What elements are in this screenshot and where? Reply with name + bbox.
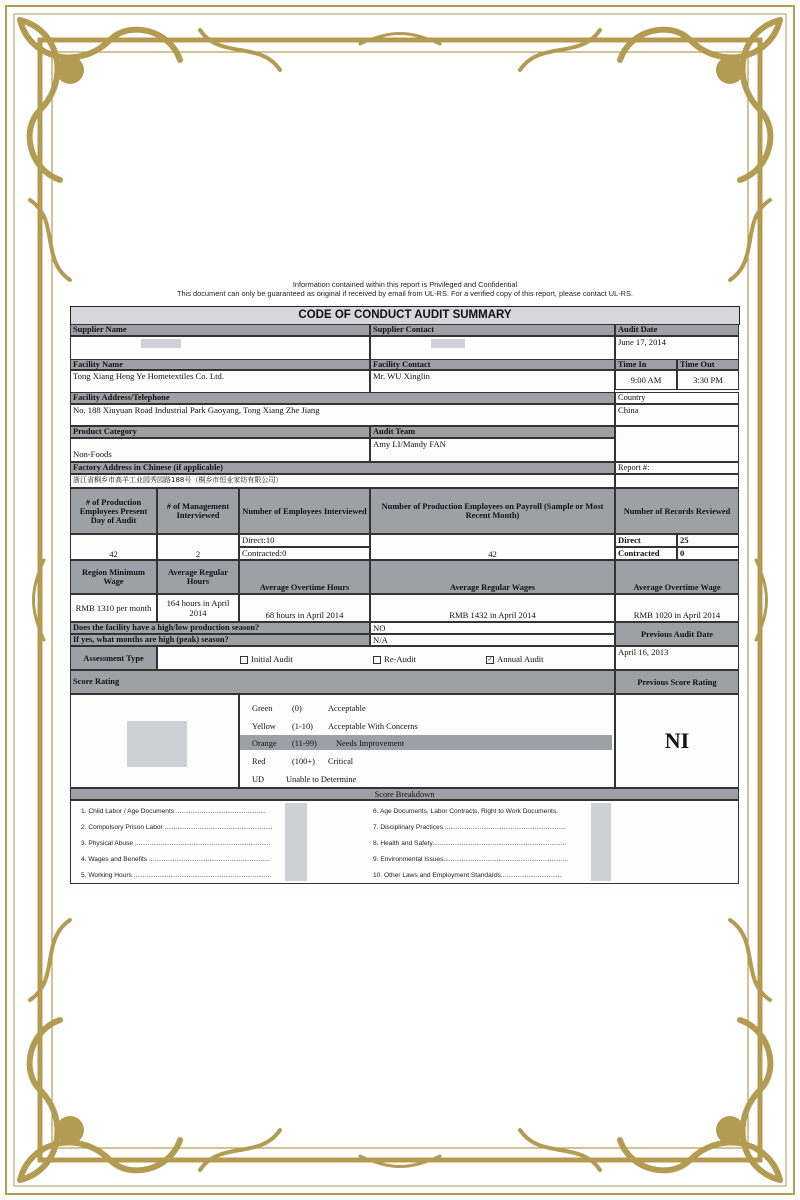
interviewed-direct-value: Direct:10 xyxy=(239,534,370,547)
employees-present-value: 42 xyxy=(70,534,157,560)
season-answer: NO xyxy=(370,622,615,634)
legend-ud-name: UD xyxy=(252,775,265,784)
time-in-value: 9:00 AM xyxy=(615,370,677,390)
breakdown-item-5: 5. Working Hours ........................................................................... xyxy=(81,872,272,879)
overtime-hours-header: Average Overtime Hours xyxy=(239,560,370,594)
legend-yellow-desc: Acceptable With Concerns xyxy=(328,722,418,731)
payroll-value: 42 xyxy=(370,534,615,560)
time-out-label: Time Out xyxy=(677,359,739,370)
legend-red-desc: Critical xyxy=(328,757,354,766)
supplier-name-label: Supplier Name xyxy=(70,324,370,336)
legend-green-name: Green xyxy=(252,704,273,713)
legend-green-desc: Acceptable xyxy=(328,704,366,713)
overtime-wage-header: Average Overtime Wage xyxy=(615,560,739,594)
assessment-type-options xyxy=(157,646,615,670)
breakdown-item-4: 4. Wages and Benefits .................................................................. xyxy=(81,856,270,863)
facility-name-label: Facility Name xyxy=(70,359,370,370)
regular-wages-header: Average Regular Wages xyxy=(370,560,615,594)
legend-yellow-name: Yellow xyxy=(252,722,276,731)
initial-audit-option: Initial Audit xyxy=(240,654,293,664)
legend-green-range: (0) xyxy=(292,704,302,713)
supplier-contact-label: Supplier Contact xyxy=(370,324,615,336)
breakdown-item-7: 7. Disciplinary Practices................................................................... xyxy=(373,824,566,831)
records-direct-value: 25 xyxy=(677,534,739,547)
confidential-notice: Information contained within this report is Privileged and Confidential xyxy=(292,280,518,289)
legend-yellow-range: (1-10) xyxy=(292,722,313,731)
employees-interviewed-header: Number of Employees Interviewed xyxy=(239,488,370,534)
season-question: Does the facility have a high/low production season? xyxy=(70,622,370,634)
time-out-value: 3:30 PM xyxy=(677,370,739,390)
regular-hours-value: 164 hours in April 2014 xyxy=(157,594,239,622)
peak-season-answer: N/A xyxy=(370,634,615,646)
minimum-wage-header: Region Minimum Wage xyxy=(70,560,157,594)
overtime-wage-value: RMB 1020 in April 2014 xyxy=(615,594,739,622)
payroll-header: Number of Production Employees on Payroll (Sample or Most Recent Month) xyxy=(370,488,615,534)
legend-orange-range: (11-99) xyxy=(292,739,317,748)
facility-address-label: Facility Address/Telephone xyxy=(70,392,615,404)
score-breakdown-label: Score Breakdown xyxy=(70,788,739,800)
verification-notice: This document can only be guaranteed as original if received by email from UL-RS. For a verified copy of this report, please contact UL-RS. xyxy=(177,289,633,298)
peak-season-question: If yes, what months are high (peak) season? xyxy=(70,634,370,646)
audit-date-value: June 17, 2014 xyxy=(615,336,739,363)
audit-team-value: Amy LI/Mandy FAN xyxy=(370,438,615,462)
interviewed-contracted-value: Contracted:0 xyxy=(239,547,370,560)
legend-red-range: (100+) xyxy=(292,757,315,766)
breakdown-item-10: 10. Other Laws and Employment Standards................................. xyxy=(373,872,562,879)
previous-audit-date-label: Previous Audit Date xyxy=(615,622,739,646)
audit-date-label: Audit Date xyxy=(615,324,739,336)
overtime-hours-value: 68 hours in April 2014 xyxy=(239,594,370,622)
country-value: China xyxy=(615,404,739,426)
records-direct-label: Direct xyxy=(615,534,677,547)
breakdown-item-2: 2. Compulsory Prison Labor ........................................................... xyxy=(81,824,273,831)
chinese-address-value: 浙江省桐乡市高羊工业园秀园路188号（桐乡市恒业家纺有限公司） xyxy=(70,474,615,488)
breakdown-item-8: 8. Health and Safety......................................................................... xyxy=(373,840,566,847)
previous-score-rating-label: Previous Score Rating xyxy=(615,670,739,694)
records-contracted-value: 0 xyxy=(677,547,739,560)
chinese-address-label: Factory Address in Chinese (if applicable) xyxy=(70,462,615,474)
country-spacer xyxy=(615,426,739,462)
facility-contact-value: Mr. WU Xinglin xyxy=(370,370,615,396)
annual-audit-checkbox: ✓ xyxy=(487,657,493,664)
previous-score-value: NI xyxy=(615,694,739,788)
employees-present-header: # of Production Employees Present Day of Audit xyxy=(70,488,157,534)
management-interviewed-value: 2 xyxy=(157,534,239,560)
report-number-label: Report #: xyxy=(615,462,739,474)
facility-name-value: Tong Xiang Heng Ye Hometextiles Co. Ltd. xyxy=(70,370,370,396)
breakdown-item-9: 9. Environmental Issues.................................................................... xyxy=(373,856,568,863)
score-breakdown-table xyxy=(70,800,739,884)
regular-hours-header: Average Regular Hours xyxy=(157,560,239,594)
management-interviewed-header: # of Management Interviewed xyxy=(157,488,239,534)
minimum-wage-value: RMB 1310 per month xyxy=(70,594,157,622)
form-title: CODE OF CONDUCT AUDIT SUMMARY xyxy=(70,306,740,325)
breakdown-item-1: 1. Child Labor / Age Documents ................................................. xyxy=(81,808,266,815)
previous-audit-date-value: April 16, 2013 xyxy=(615,646,739,670)
facility-contact-label: Facility Contact xyxy=(370,359,615,370)
records-contracted-label: Contracted xyxy=(615,547,677,560)
product-category-value: Non-Foods xyxy=(70,438,370,462)
audit-summary-form xyxy=(70,306,740,896)
country-label: Country xyxy=(615,392,739,404)
initial-audit-checkbox xyxy=(240,656,248,664)
annual-audit-option: ✓ Annual Audit xyxy=(487,654,544,664)
reaudit-option: Re-Audit xyxy=(373,654,416,664)
assessment-type-label: Assessment Type xyxy=(70,646,157,670)
records-reviewed-header: Number of Records Reviewed xyxy=(615,488,739,534)
score-rating-label: Score Rating xyxy=(70,670,615,694)
legend-orange-name: Orange xyxy=(252,739,277,748)
score-legend xyxy=(239,694,615,788)
legend-ud-desc: Unable to Determine xyxy=(286,775,357,784)
breakdown-item-6: 6. Age Documents, Labor Contracts, Right to Work Documents. xyxy=(373,808,558,815)
regular-wages-value: RMB 1432 in April 2014 xyxy=(370,594,615,622)
current-score-cell xyxy=(70,694,239,788)
report-number-value xyxy=(615,474,739,488)
legend-red-name: Red xyxy=(252,757,266,766)
facility-address-value: No. 188 Xiuyuan Road Industrial Park Gaoyang, Tong Xiang Zhe Jiang xyxy=(70,404,615,426)
audit-team-label: Audit Team xyxy=(370,426,615,438)
reaudit-checkbox xyxy=(373,656,381,664)
breakdown-item-3: 3. Physical Abuse .......................................................................... xyxy=(81,840,271,847)
time-in-label: Time In xyxy=(615,359,677,370)
legend-orange-desc: Needs Improvement xyxy=(336,739,405,748)
product-category-label: Product Category xyxy=(70,426,370,438)
